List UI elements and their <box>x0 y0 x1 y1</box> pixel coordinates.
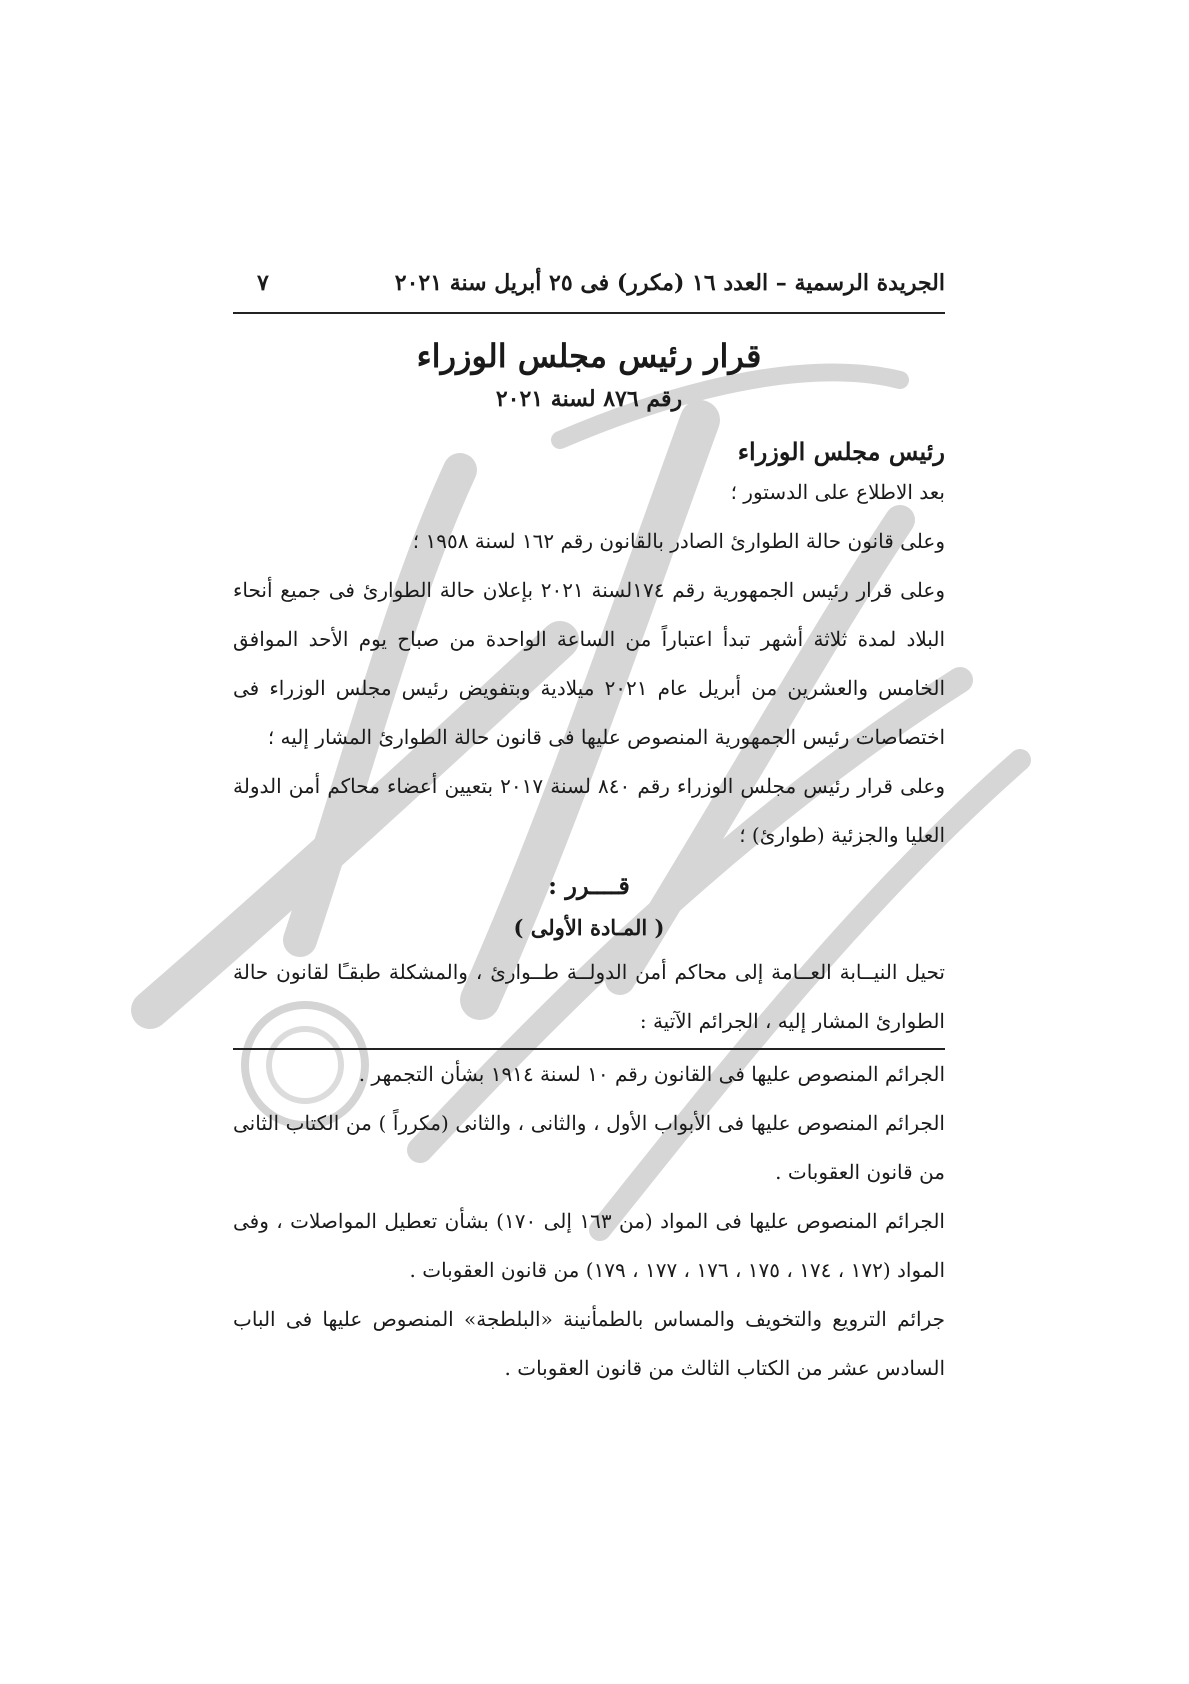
article-intro: تحيل النيــابة العــامة إلى محاكم أمن الدولــة طــوارئ ، والمشكلة طبقـًا لقانون حالة الطوارئ المشار إليه ، الجرائم الآتية : <box>233 948 945 1050</box>
header-text: الجريدة الرسمية – العدد ١٦ (مكرر) فى ٢٥ أبريل سنة ٢٠٢١ <box>394 270 945 296</box>
recital-emergency-law: وعلى قانون حالة الطوارئ الصادر بالقانون رقم ١٦٢ لسنة ١٩٥٨ ؛ <box>412 529 945 553</box>
decree-number: رقم ٨٧٦ لسنة ٢٠٢١ <box>495 386 683 412</box>
recital-pm-decree: وعلى قرار رئيس مجلس الوزراء رقم ٨٤٠ لسنة ٢٠١٧ بتعيين أعضاء محاكم أمن الدولة العليا والجزئية (طوارئ) ؛ <box>233 774 945 847</box>
crime-item: جرائم الترويع والتخويف والمساس بالطمأنينة «البلطجة» المنصوص عليها فى الباب السادس عشر من الكتاب الثالث من قانون العقوبات . <box>233 1307 945 1380</box>
crime-item: الجرائم المنصوص عليها فى الأبواب الأول ، والثانى ، والثانى (مكرراً ) من الكتاب الثانى من قانون العقوبات . <box>233 1111 945 1184</box>
article-one-heading: ( المـادة الأولى ) <box>513 915 665 940</box>
crime-item: الجرائم المنصوص عليها فى القانون رقم ١٠ لسنة ١٩١٤ بشأن التجمهر . <box>358 1062 945 1086</box>
document-body <box>233 270 945 1393</box>
crime-item: الجرائم المنصوص عليها فى المواد (من ١٦٣ إلى ١٧٠) بشأن تعطيل المواصلات ، وفى المواد (١٧٢ ، ١٧٤ ، ١٧٥ ، ١٧٦ ، ١٧٧ ، ١٧٩) من قانون العقوبات . <box>233 1209 945 1282</box>
recital-presidential-decree: وعلى قرار رئيس الجمهورية رقم ١٧٤لسنة ٢٠٢١ بإعلان حالة الطوارئ فى جميع أنحاء البلاد لمدة ثلاثة أشهر تبدأ اعتباراً من الساعة الواحدة من صباح يوم الأحد الموافق الخامس والعشرين من أبريل عام ٢٠٢١ ميلادية وبتفويض رئيس مجلس الوزراء فى اختصاصات رئيس الجمهورية المنصوص عليها فى قانون حالة الطوارئ المشار إليه ؛ <box>233 578 945 749</box>
decree-title: قرار رئيس مجلس الوزراء <box>416 337 762 375</box>
recital-constitution: بعد الاطلاع على الدستور ؛ <box>730 480 945 504</box>
gazette-header <box>233 270 945 314</box>
decree-heading: قــــرر : <box>548 871 630 900</box>
page-number: ٧ <box>257 270 269 296</box>
signatory-heading: رئيس مجلس الوزراء <box>737 437 945 466</box>
